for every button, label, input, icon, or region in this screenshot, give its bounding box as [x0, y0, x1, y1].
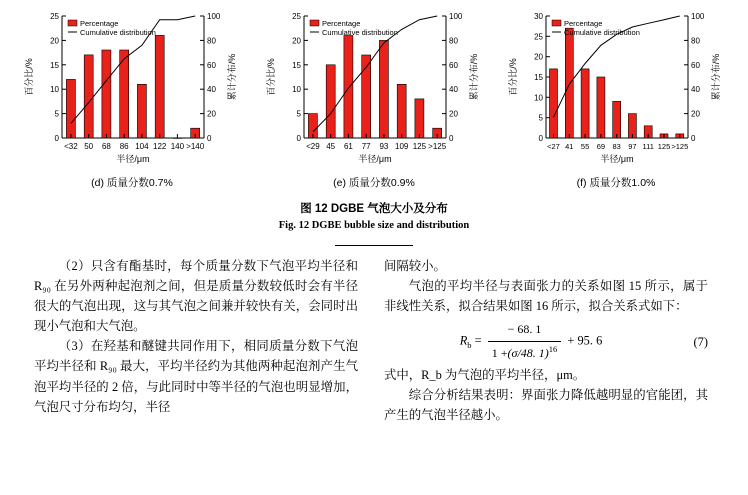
svg-text:<27: <27	[547, 142, 560, 151]
figure-title-cn: 图 12 DGBE 气泡大小及分布	[300, 203, 448, 215]
svg-text:100: 100	[691, 12, 705, 21]
svg-text:20: 20	[449, 109, 458, 119]
svg-text:10: 10	[292, 85, 301, 95]
text-columns	[0, 246, 748, 425]
paragraph-2: （2）只含有酯基时，每个质量分数下气泡平均半径和 R₉₀ 在另外两种起泡剂之间，但是质量分数较低时会有半径很大的气泡出现，这与其气泡之间兼并较快有关，会同时出现小气泡和大气泡。	[34, 259, 358, 334]
svg-text:百分比/%: 百分比/%	[266, 58, 276, 96]
svg-text:累计分布/%: 累计分布/%	[227, 53, 237, 101]
svg-text:68: 68	[101, 142, 111, 151]
paragraph-3: （3）在羟基和醚键共同作用下，相同质量分数下气泡平均半径和 R₉₀ 最大，平均半径约为其他两种起泡剂产生气泡平均半径的 2 倍，与此同时中等半径的气泡也明显增加，气泡尺寸分布均匀，半径	[34, 339, 358, 414]
svg-text:140: 140	[170, 142, 185, 151]
chart-block-e	[260, 6, 488, 190]
svg-text:0: 0	[296, 134, 301, 143]
svg-text:25: 25	[292, 12, 301, 21]
equation-lhs-sub: b	[467, 340, 472, 351]
svg-text:55: 55	[580, 142, 590, 151]
svg-text:百分比/%: 百分比/%	[508, 58, 518, 96]
equation-equals: =	[474, 333, 482, 348]
svg-text:15: 15	[292, 60, 301, 70]
left-column	[34, 256, 358, 425]
svg-text:25: 25	[50, 12, 59, 21]
svg-text:Percentage: Percentage	[564, 19, 603, 28]
svg-text:Cumulative distribution: Cumulative distribution	[564, 28, 640, 37]
svg-text:69: 69	[596, 142, 606, 151]
svg-text:97: 97	[628, 142, 637, 151]
svg-text:20: 20	[50, 36, 59, 46]
chart-caption-d: (d) 质量分数0.7%	[91, 177, 173, 189]
svg-text:93: 93	[379, 142, 389, 151]
svg-text:20: 20	[207, 109, 216, 119]
svg-text:125: 125	[657, 142, 671, 151]
svg-text:40: 40	[207, 85, 216, 95]
svg-text:15: 15	[534, 73, 543, 82]
svg-text:45: 45	[326, 142, 336, 151]
svg-text:109: 109	[395, 142, 409, 151]
svg-text:60: 60	[691, 60, 700, 70]
svg-text:>125: >125	[671, 142, 689, 151]
svg-text:5: 5	[538, 113, 543, 123]
svg-text:百分比/%: 百分比/%	[24, 58, 34, 96]
svg-text:0: 0	[691, 134, 696, 143]
equation-number: (7)	[693, 334, 708, 349]
svg-text:125: 125	[412, 142, 427, 151]
svg-text:半径/μm: 半径/μm	[600, 154, 634, 164]
svg-text:77: 77	[361, 142, 371, 151]
figure-row	[0, 0, 748, 190]
chart-caption-e: (e) 质量分数0.9%	[333, 177, 415, 189]
equation-den-exponent: 16	[548, 343, 558, 354]
svg-text:Cumulative distribution: Cumulative distribution	[80, 28, 156, 37]
svg-text:41: 41	[565, 142, 574, 151]
svg-text:100: 100	[449, 12, 463, 21]
svg-text:Percentage: Percentage	[80, 19, 119, 28]
chart-d	[18, 6, 246, 174]
svg-text:半径/μm: 半径/μm	[358, 154, 392, 164]
svg-text:86: 86	[119, 142, 129, 151]
svg-text:83: 83	[612, 142, 621, 151]
equation-body	[384, 320, 678, 363]
chart-e	[260, 6, 488, 174]
svg-text:60: 60	[449, 60, 458, 70]
svg-text:80: 80	[449, 36, 458, 46]
svg-text:104: 104	[135, 142, 149, 151]
chart-f	[502, 6, 730, 174]
svg-text:>140: >140	[186, 142, 205, 151]
svg-text:20: 20	[691, 109, 700, 119]
equation-fraction	[488, 320, 562, 363]
svg-text:50: 50	[84, 142, 94, 151]
svg-text:40: 40	[449, 85, 458, 95]
svg-text:5: 5	[54, 109, 59, 119]
chart-block-f	[502, 6, 730, 190]
paragraph-4: 气泡的平均半径与表面张力的关系如图 15 所示，属于非线性关系，拟合结果如图 16 所示，拟合关系式如下：	[384, 279, 708, 314]
svg-text:10: 10	[534, 93, 543, 103]
svg-text:5: 5	[296, 109, 301, 119]
paragraph-6: 综合分析结果表明：界面张力降低越明显的官能团，其产生的气泡半径越小。	[384, 388, 708, 423]
chart-caption-f: (f) 质量分数1.0%	[576, 177, 656, 189]
equation-den-paren: (σ/48. 1)	[507, 345, 549, 360]
equation-7	[384, 320, 708, 363]
svg-text:15: 15	[50, 60, 59, 70]
svg-text:0: 0	[449, 134, 454, 143]
svg-text:20: 20	[534, 52, 543, 62]
svg-text:Cumulative distribution: Cumulative distribution	[322, 28, 398, 37]
svg-text:25: 25	[534, 32, 543, 42]
svg-text:>125: >125	[428, 142, 447, 151]
equation-denominator	[488, 342, 562, 363]
svg-text:30: 30	[534, 12, 543, 21]
svg-text:10: 10	[50, 85, 59, 95]
svg-text:20: 20	[292, 36, 301, 46]
svg-text:累计分布/%: 累计分布/%	[469, 53, 479, 101]
equation-den-left: 1 +	[491, 345, 508, 360]
svg-text:半径/μm: 半径/μm	[116, 154, 150, 164]
svg-text:0: 0	[54, 134, 59, 143]
svg-text:61: 61	[343, 142, 353, 151]
svg-text:111: 111	[642, 142, 654, 151]
equation-numerator: − 68. 1	[488, 320, 562, 341]
svg-text:<32: <32	[64, 142, 78, 151]
svg-text:Percentage: Percentage	[322, 19, 361, 28]
svg-text:累计分布/%: 累计分布/%	[711, 53, 721, 101]
paragraph-5: 式中，R_b 为气泡的平均半径，μm。	[384, 368, 586, 383]
equation-plus-term: + 95. 6	[567, 333, 603, 348]
svg-text:80: 80	[207, 36, 216, 46]
svg-text:80: 80	[691, 36, 700, 46]
svg-text:40: 40	[691, 85, 700, 95]
svg-text:0: 0	[538, 134, 543, 143]
paragraph-3-continuation: 间隔较小。	[384, 259, 446, 273]
svg-text:100: 100	[207, 12, 221, 21]
right-column	[384, 256, 708, 425]
svg-text:122: 122	[153, 142, 167, 151]
equation-lhs: R	[459, 333, 468, 348]
svg-text:<29: <29	[306, 142, 320, 151]
svg-text:60: 60	[207, 60, 216, 70]
figure-title-en: Fig. 12 DGBE bubble size and distribution	[278, 220, 470, 231]
svg-text:0: 0	[207, 134, 212, 143]
chart-block-d	[18, 6, 246, 190]
